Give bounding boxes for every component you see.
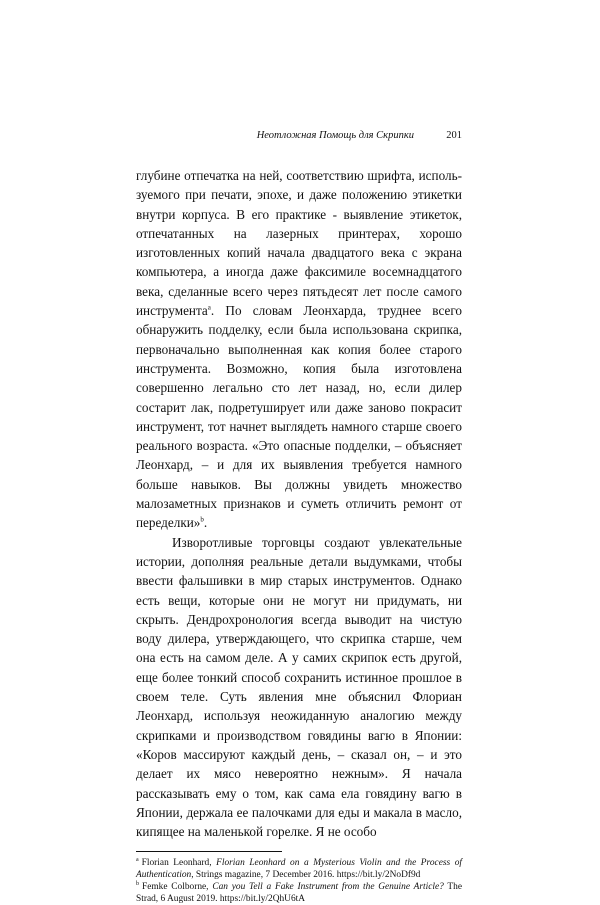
body-text: [136, 166, 462, 841]
running-head: [136, 130, 462, 146]
footnote-a-author: Florian Leonhard,: [141, 858, 217, 869]
paragraph-2: Изворотливые торговцы создают увлекательные истории, дополняя реальные детали выдумками, чтобы ввести фальшивки в мир старых инструментов. Однако есть вещи, которые они не могут ни придумать, ни скрыть. Дендрохронология всегда выводит на чистую воду дилера, утверждающего, что скрипка старше, чем она есть на самом деле. А у самих скрипок есть другой, еще более тонкий способ сохранить истинное прошлое в своем теле. Суть явления мне объяснил Флориан Леонхард, используя неожиданную аналогию между скрипками и производством говядины вагю в Японии: «Коров массируют каждый день, – сказал он, – и это делает их мясо невероятно нежным». Я начала рассказывать ему о том, как сама ела говядину вагю в Японии, держала ее палочками для еды и макала в масло, кипящее на маленькой горелке. Я не особо: [136, 534, 462, 840]
footnote-a-mark: a: [136, 857, 139, 864]
footnote-divider: [136, 851, 282, 852]
page-number: 201: [446, 130, 462, 141]
paragraph-1-text-2: . По словам Леонхарда, труднее всего обнаружить подделку, если была использована скрипка, первоначально выполненная как копия более старого инструмента. Возможно, копия была изготовлена совершенно легально сто лет назад, но, если дилер состарит лак, подретуширует или даже заново покрасит инструмент, тот начнет выглядеть намного старше своего реального возраста. «Это опасные подделки, – объясняет Леонхард, – и для их выявления требуется намного больше навыков. Вы должны увидеть множество малозаметных признаков и суметь отличить ремонт от переделки»: [136, 303, 462, 531]
paragraph-1-text-1: глубине отпечатка на ней, соответствию шрифта, используемого при печати, эпохе, и даже положению этикетки внутри корпуса. В его практике - выявление этикеток, отпечатанных на лазерных принтерах, хорошо изготовленных копий начала двадцатого века с экрана компьютера, а иногда даже факсимиле восемнадцатого века, сделанные всего через пятьдесят лет после самого инструмента: [136, 168, 462, 319]
paragraph-1: [136, 166, 462, 533]
footnotes: [136, 857, 462, 905]
footnote-a-title: Florian Leonhard on a Mysterious Violin and the Process of Authentication: [136, 858, 462, 881]
paragraph-1-text-3: .: [203, 515, 208, 531]
footnote-b: [136, 881, 462, 905]
book-page: [136, 130, 462, 905]
footnote-b-source: The Strad, 6 August 2019. https://bit.ly/2QhU6tA: [136, 882, 462, 905]
footnote-ref-b[interactable]: b: [200, 515, 204, 524]
footnote-b-title: Can you Tell a Fake Instrument from the Genuine Article?: [212, 882, 444, 893]
footnote-a-source: , Strings magazine, 7 December 2016. https://bit.ly/2NoDf9d: [191, 870, 421, 881]
footnote-b-mark: b: [136, 881, 139, 888]
footnote-ref-a[interactable]: a: [207, 303, 211, 312]
footnote-b-author: Femke Colborne,: [142, 882, 213, 893]
footnote-a: [136, 857, 462, 881]
running-title: Неотложная Помощь для Скрипки: [256, 130, 414, 141]
